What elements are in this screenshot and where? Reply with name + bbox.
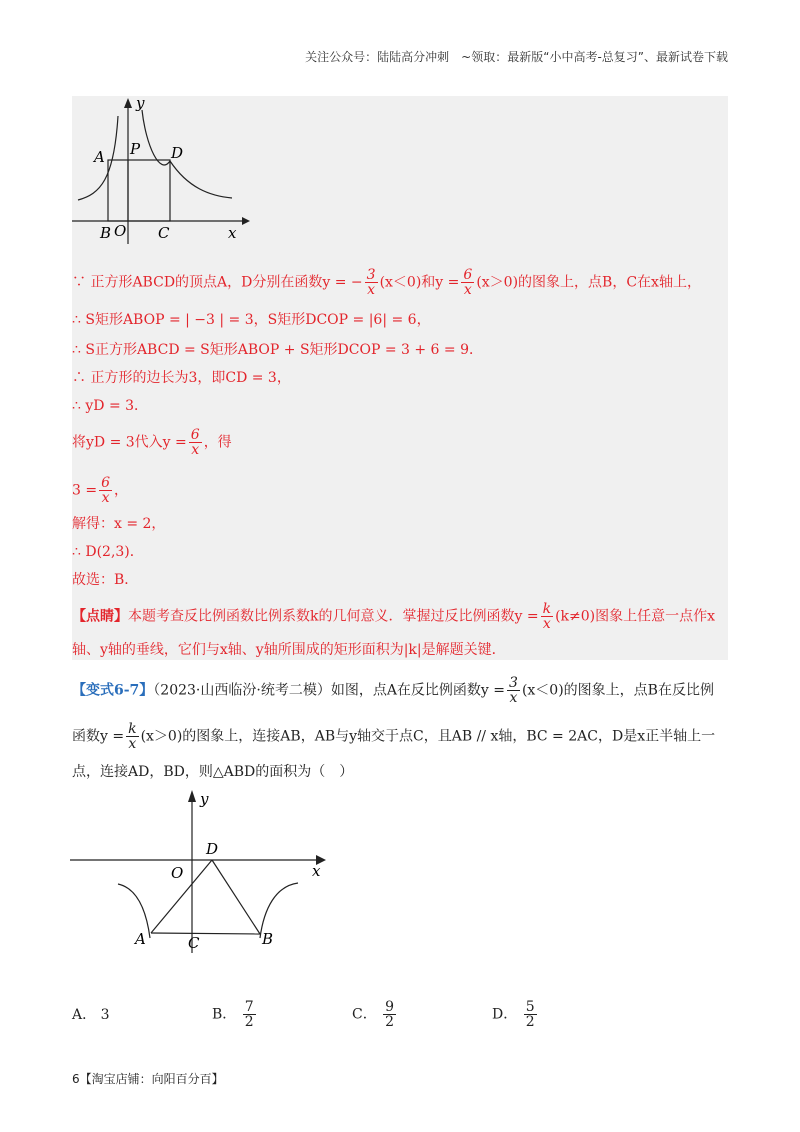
fig2-label-y: y [200,790,209,808]
question-line-3: 点，连接AD，BD，则△ABD的面积为（ ） [72,764,354,780]
fig1-label-y: y [136,96,145,112]
figure-square-abcd [70,96,250,246]
page-footer: 6【淘宝店铺：向阳百分百】 [72,1072,224,1086]
solution-line-11: 【点睛】本题考查反比例函数比例系数k的几何意义．掌握过反比例函数y = $\frac{k}{x}$ (k≠0)图象上任意一点作x [72,601,716,632]
option-a[interactable]: A． 3 [72,1007,110,1023]
solution-line-8: 解得：x = 2， [72,516,166,532]
fig2-label-D: D [206,840,219,858]
solution-line-2: ∴ S矩形ABOP = | −3 | = 3，S矩形DCOP = |6| = 6， [72,312,431,328]
question-line-2: 函数y = $\frac{k}{x}$ (x＞0)的图象上，连接AB，AB与y轴交于点C，且AB // x轴，BC = 2AC，D是x正半轴上一 [72,721,716,752]
figure-triangle-abd [68,788,338,958]
solution-line-9: ∴ D(2,3)． [72,544,144,560]
fig2-label-C: C [188,934,200,952]
fig2-label-A: A [135,930,146,948]
solution-line-5: ∴ yD = 3． [72,398,149,414]
solution-line-7: 3 = $\frac{6}{x}$ ， [72,475,129,506]
solution-line-3: ∴ S正方形ABCD = S矩形ABOP + S矩形DCOP = 3 + 6 = 9． [72,342,483,358]
fig1-label-P: P [130,140,141,158]
fig1-label-x: x [228,224,237,242]
question-line-1: 【变式6-7】（2023·山西临汾·统考二模）如图，点A在反比例函数y = $\frac{3}{x}$ (x＜0)的图象上，点B在反比例 [72,675,714,706]
fig1-label-D: D [171,144,184,162]
question-tag: 【变式6-7】 [72,682,154,699]
solution-line-12: 轴、y轴的垂线，它们与x轴、y轴所围成的矩形面积为|k|是解题关键． [72,642,506,658]
solution-line-10: 故选：B． [72,572,139,588]
fig1-label-A: A [94,148,105,166]
page-header: 关注公众号：陆陆高分冲刺 ~领取：最新版“小中高考-总复习”、最新试卷下载 [305,50,728,64]
solution-line-1: ∵ 正方形ABCD的顶点A，D分别在函数y = − $\frac{3}{x}$ (x＜0)和y = $\frac{6}{x}$ (x＞0)的图象上，点B，C在x轴上， [72,267,701,298]
option-b[interactable]: B． $\frac{7}{2}$ [212,999,254,1030]
fig1-label-C: C [158,224,170,242]
fig2-label-O: O [171,864,184,882]
solution-line-6: 将yD = 3代入y = $\frac{6}{x}$ ，得 [72,427,232,458]
fig1-label-B: B [100,224,112,242]
option-c[interactable]: C． $\frac{9}{2}$ [352,999,395,1030]
fig1-label-O: O [114,222,127,240]
option-d[interactable]: D． $\frac{5}{2}$ [492,999,535,1030]
fig2-label-B: B [262,930,274,948]
fig2-label-x: x [312,862,321,880]
solution-line-4: ∴ 正方形的边长为3，即CD = 3， [72,370,291,386]
